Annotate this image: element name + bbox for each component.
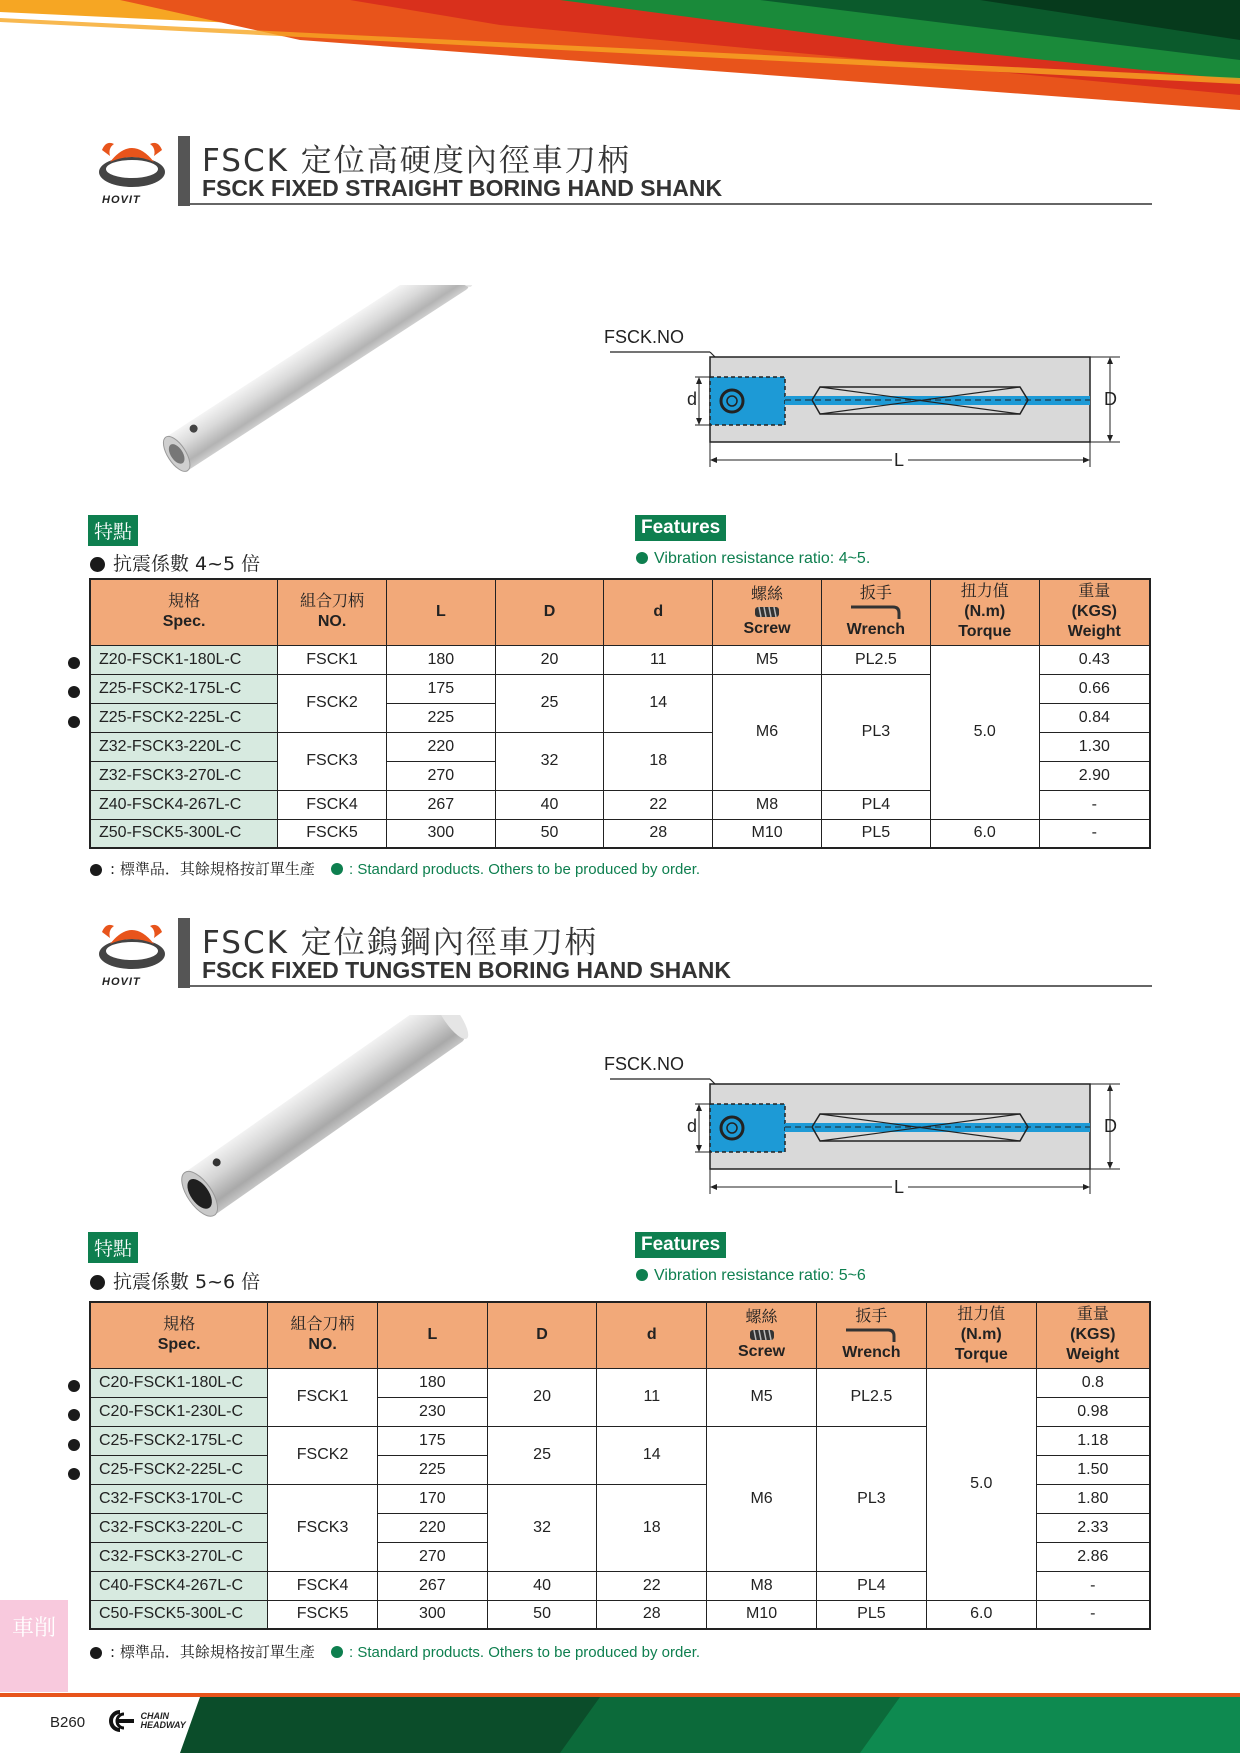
col-small-d: d (597, 1302, 707, 1368)
col-no: 組合刀柄 NO. (278, 579, 387, 645)
hovit-logo-text: HOVIT (102, 194, 141, 206)
cell-wrench: PL3 (821, 674, 930, 790)
cell-l: 220 (377, 1513, 487, 1542)
diagram-1-label-l: L (894, 450, 905, 470)
col-screw: 螺絲 Screw (707, 1302, 817, 1368)
cell-big-d: 40 (495, 790, 604, 819)
shank-photo-2 (160, 1015, 490, 1235)
title-accent-bar (178, 918, 190, 988)
cell-wrench: PL2.5 (821, 645, 930, 674)
feature-en-1: Vibration resistance ratio: 4~5. (636, 550, 870, 568)
cell-l: 300 (386, 819, 495, 848)
cell-no: FSCK5 (278, 819, 387, 848)
cell-spec: Z40-FSCK4-267L-C (90, 790, 278, 819)
green-bullet-icon (331, 1646, 343, 1658)
cell-weight: 1.18 (1036, 1426, 1150, 1455)
cell-small-d: 22 (604, 790, 713, 819)
diagram-1-label-fsck-no: FSCK.NO (604, 327, 685, 347)
cell-no: FSCK2 (278, 674, 387, 732)
col-big-d: D (495, 579, 604, 645)
side-tab-turning[interactable]: 車削 (0, 1600, 68, 1692)
features-tag-en-1: Features (635, 515, 726, 541)
col-torque: 扭力值 (N.m) Torque (926, 1302, 1036, 1368)
cell-big-d: 20 (495, 645, 604, 674)
cell-l: 225 (377, 1455, 487, 1484)
cell-spec: Z32-FSCK3-220L-C (90, 732, 278, 761)
cell-spec: C50-FSCK5-300L-C (90, 1600, 268, 1629)
col-l: L (386, 579, 495, 645)
cell-weight: 2.86 (1036, 1542, 1150, 1571)
cell-screw: M8 (713, 790, 822, 819)
col-spec: 規格 Spec. (90, 1302, 268, 1368)
col-weight: 重量 (KGS) Weight (1036, 1302, 1150, 1368)
section-2-title-en: FSCK FIXED TUNGSTEN BORING HAND SHANK (202, 957, 732, 983)
cell-small-d: 18 (597, 1484, 707, 1571)
cell-weight: 1.30 (1039, 732, 1150, 761)
col-small-d: d (604, 579, 713, 645)
cell-wrench: PL2.5 (816, 1368, 926, 1426)
cell-no: FSCK4 (268, 1571, 378, 1600)
cell-spec: C20-FSCK1-230L-C (90, 1397, 268, 1426)
cell-spec: Z25-FSCK2-175L-C (90, 674, 278, 703)
cell-l: 180 (377, 1368, 487, 1397)
standard-product-dot (68, 657, 80, 669)
section-2-title-zh: FSCK 定位鎢鋼內徑車刀柄 (202, 925, 598, 961)
cell-no: FSCK3 (268, 1484, 378, 1571)
green-bullet-icon (331, 863, 343, 875)
cell-small-d: 11 (604, 645, 713, 674)
cell-screw: M5 (713, 645, 822, 674)
cell-spec: Z32-FSCK3-270L-C (90, 761, 278, 790)
cell-big-d: 25 (487, 1426, 597, 1484)
cell-l: 270 (386, 761, 495, 790)
cell-torque: 5.0 (926, 1368, 1036, 1600)
standard-product-dot (68, 1439, 80, 1451)
col-weight: 重量 (KGS) Weight (1039, 579, 1150, 645)
cell-screw: M8 (707, 1571, 817, 1600)
section-1-title-zh: FSCK 定位高硬度內徑車刀柄 (202, 143, 631, 179)
table-row (90, 1600, 1150, 1629)
col-spec: 規格 Spec. (90, 579, 278, 645)
page-number: B260 (50, 1714, 86, 1731)
cell-l: 230 (377, 1397, 487, 1426)
cell-weight: 2.33 (1036, 1513, 1150, 1542)
cell-spec: C32-FSCK3-220L-C (90, 1513, 268, 1542)
diagram-2-label-fsck-no: FSCK.NO (604, 1054, 685, 1074)
shank-photo-1 (150, 285, 500, 495)
cell-wrench: PL4 (821, 790, 930, 819)
cell-weight: 0.84 (1039, 703, 1150, 732)
standard-product-dot (68, 1409, 80, 1421)
hex-wrench-icon (844, 1327, 898, 1343)
table-row (90, 1368, 1150, 1397)
cell-small-d: 14 (604, 674, 713, 732)
hex-wrench-icon (849, 604, 903, 620)
cell-l: 300 (377, 1600, 487, 1629)
standard-product-dot (68, 1380, 80, 1392)
bullet-icon (90, 1275, 105, 1290)
cell-weight: 1.80 (1036, 1484, 1150, 1513)
cell-weight: 0.98 (1036, 1397, 1150, 1426)
table-row (90, 645, 1150, 674)
hovit-logo (92, 918, 182, 993)
col-l: L (377, 1302, 487, 1368)
chain-headway-logo: CHAIN HEADWAY (106, 1710, 188, 1732)
col-wrench: 扳手 Wrench (821, 579, 930, 645)
feature-zh-2: 抗震係數 5~6 倍 (90, 1267, 260, 1294)
cell-weight: 0.66 (1039, 674, 1150, 703)
cell-spec: C25-FSCK2-225L-C (90, 1455, 268, 1484)
cell-l: 225 (386, 703, 495, 732)
col-no: 組合刀柄 NO. (268, 1302, 378, 1368)
cell-torque: 5.0 (930, 645, 1039, 819)
cell-screw: M5 (707, 1368, 817, 1426)
cell-big-d: 20 (487, 1368, 597, 1426)
green-bullet-icon (636, 1269, 648, 1281)
cell-weight: 2.90 (1039, 761, 1150, 790)
cell-big-d: 50 (487, 1600, 597, 1629)
cell-big-d: 32 (487, 1484, 597, 1571)
col-wrench: 扳手 Wrench (816, 1302, 926, 1368)
cell-weight: 0.43 (1039, 645, 1150, 674)
cell-spec: C25-FSCK2-175L-C (90, 1426, 268, 1455)
table-2-footnote: : 標準品．其餘規格按訂單生產 : Standard products. Others to be produced by order. (90, 1641, 700, 1662)
section-1-title-en: FSCK FIXED STRAIGHT BORING HAND SHANK (202, 175, 723, 201)
cell-wrench: PL5 (821, 819, 930, 848)
cell-small-d: 18 (604, 732, 713, 790)
cell-no: FSCK2 (268, 1426, 378, 1484)
cell-weight: 1.50 (1036, 1455, 1150, 1484)
cell-weight: - (1036, 1600, 1150, 1629)
cell-wrench: PL4 (816, 1571, 926, 1600)
cell-l: 267 (386, 790, 495, 819)
title-accent-bar (178, 136, 190, 206)
cell-small-d: 28 (597, 1600, 707, 1629)
hovit-logo-text: HOVIT (102, 976, 141, 988)
cell-wrench: PL3 (816, 1426, 926, 1571)
cell-small-d: 22 (597, 1571, 707, 1600)
cell-no: FSCK3 (278, 732, 387, 790)
standard-product-dot (68, 1468, 80, 1480)
title-underline (190, 985, 1152, 987)
top-decorative-band (0, 0, 1240, 120)
cell-spec: Z50-FSCK5-300L-C (90, 819, 278, 848)
cell-big-d: 50 (495, 819, 604, 848)
cell-l: 180 (386, 645, 495, 674)
cell-spec: C32-FSCK3-270L-C (90, 1542, 268, 1571)
cell-spec: C32-FSCK3-170L-C (90, 1484, 268, 1513)
cell-weight: - (1039, 790, 1150, 819)
diagram-2-label-l: L (894, 1177, 905, 1197)
cell-weight: - (1036, 1571, 1150, 1600)
chain-headway-logo-icon (106, 1710, 136, 1732)
features-tag-en-2: Features (635, 1232, 726, 1258)
col-torque: 扭力值 (N.m) Torque (930, 579, 1039, 645)
cell-screw: M6 (713, 674, 822, 790)
cell-big-d: 25 (495, 674, 604, 732)
standard-product-dot (68, 716, 80, 728)
screw-icon (754, 605, 780, 619)
features-tag-zh-2: 特點 (88, 1232, 138, 1263)
spec-table-2 (89, 1301, 1151, 1630)
table-row (90, 819, 1150, 848)
cell-l: 175 (386, 674, 495, 703)
standard-product-dot (68, 686, 80, 698)
title-underline (190, 203, 1152, 205)
feature-zh-1: 抗震係數 4~5 倍 (90, 549, 260, 576)
cell-l: 175 (377, 1426, 487, 1455)
cell-big-d: 40 (487, 1571, 597, 1600)
cell-torque: 6.0 (930, 819, 1039, 848)
cell-l: 170 (377, 1484, 487, 1513)
cell-small-d: 14 (597, 1426, 707, 1484)
cell-small-d: 11 (597, 1368, 707, 1426)
cell-screw: M10 (707, 1600, 817, 1629)
table-1-footnote: : 標準品．其餘規格按訂單生產 : Standard products. Others to be produced by order. (90, 858, 700, 879)
cell-no: FSCK4 (278, 790, 387, 819)
cell-l: 270 (377, 1542, 487, 1571)
cell-spec: C20-FSCK1-180L-C (90, 1368, 268, 1397)
spec-table-1 (89, 578, 1151, 849)
cell-spec: Z20-FSCK1-180L-C (90, 645, 278, 674)
table-header-row (90, 579, 1150, 645)
feature-en-2: Vibration resistance ratio: 5~6 (636, 1267, 866, 1285)
bullet-icon (90, 557, 105, 572)
col-big-d: D (487, 1302, 597, 1368)
cell-l: 267 (377, 1571, 487, 1600)
cell-weight: - (1039, 819, 1150, 848)
cell-no: FSCK5 (268, 1600, 378, 1629)
cell-wrench: PL5 (816, 1600, 926, 1629)
cell-weight: 0.8 (1036, 1368, 1150, 1397)
features-tag-zh-1: 特點 (88, 515, 138, 546)
cell-spec: C40-FSCK4-267L-C (90, 1571, 268, 1600)
diagram-1-label-big-d: D (1104, 389, 1117, 409)
green-bullet-icon (636, 552, 648, 564)
hovit-logo (92, 136, 182, 211)
cell-no: FSCK1 (268, 1368, 378, 1426)
diagram-2-label-big-d: D (1104, 1116, 1117, 1136)
cell-small-d: 28 (604, 819, 713, 848)
table-header-row (90, 1302, 1150, 1368)
bullet-icon (90, 1647, 102, 1659)
cell-screw: M6 (707, 1426, 817, 1571)
screw-icon (749, 1328, 775, 1342)
col-screw: 螺絲 Screw (713, 579, 822, 645)
diagram-1-label-small-d: d (687, 389, 698, 409)
cell-torque: 6.0 (926, 1600, 1036, 1629)
cell-l: 220 (386, 732, 495, 761)
cell-spec: Z25-FSCK2-225L-C (90, 703, 278, 732)
cell-big-d: 32 (495, 732, 604, 790)
bullet-icon (90, 864, 102, 876)
cell-screw: M10 (713, 819, 822, 848)
cell-no: FSCK1 (278, 645, 387, 674)
diagram-2-label-small-d: d (687, 1116, 698, 1136)
